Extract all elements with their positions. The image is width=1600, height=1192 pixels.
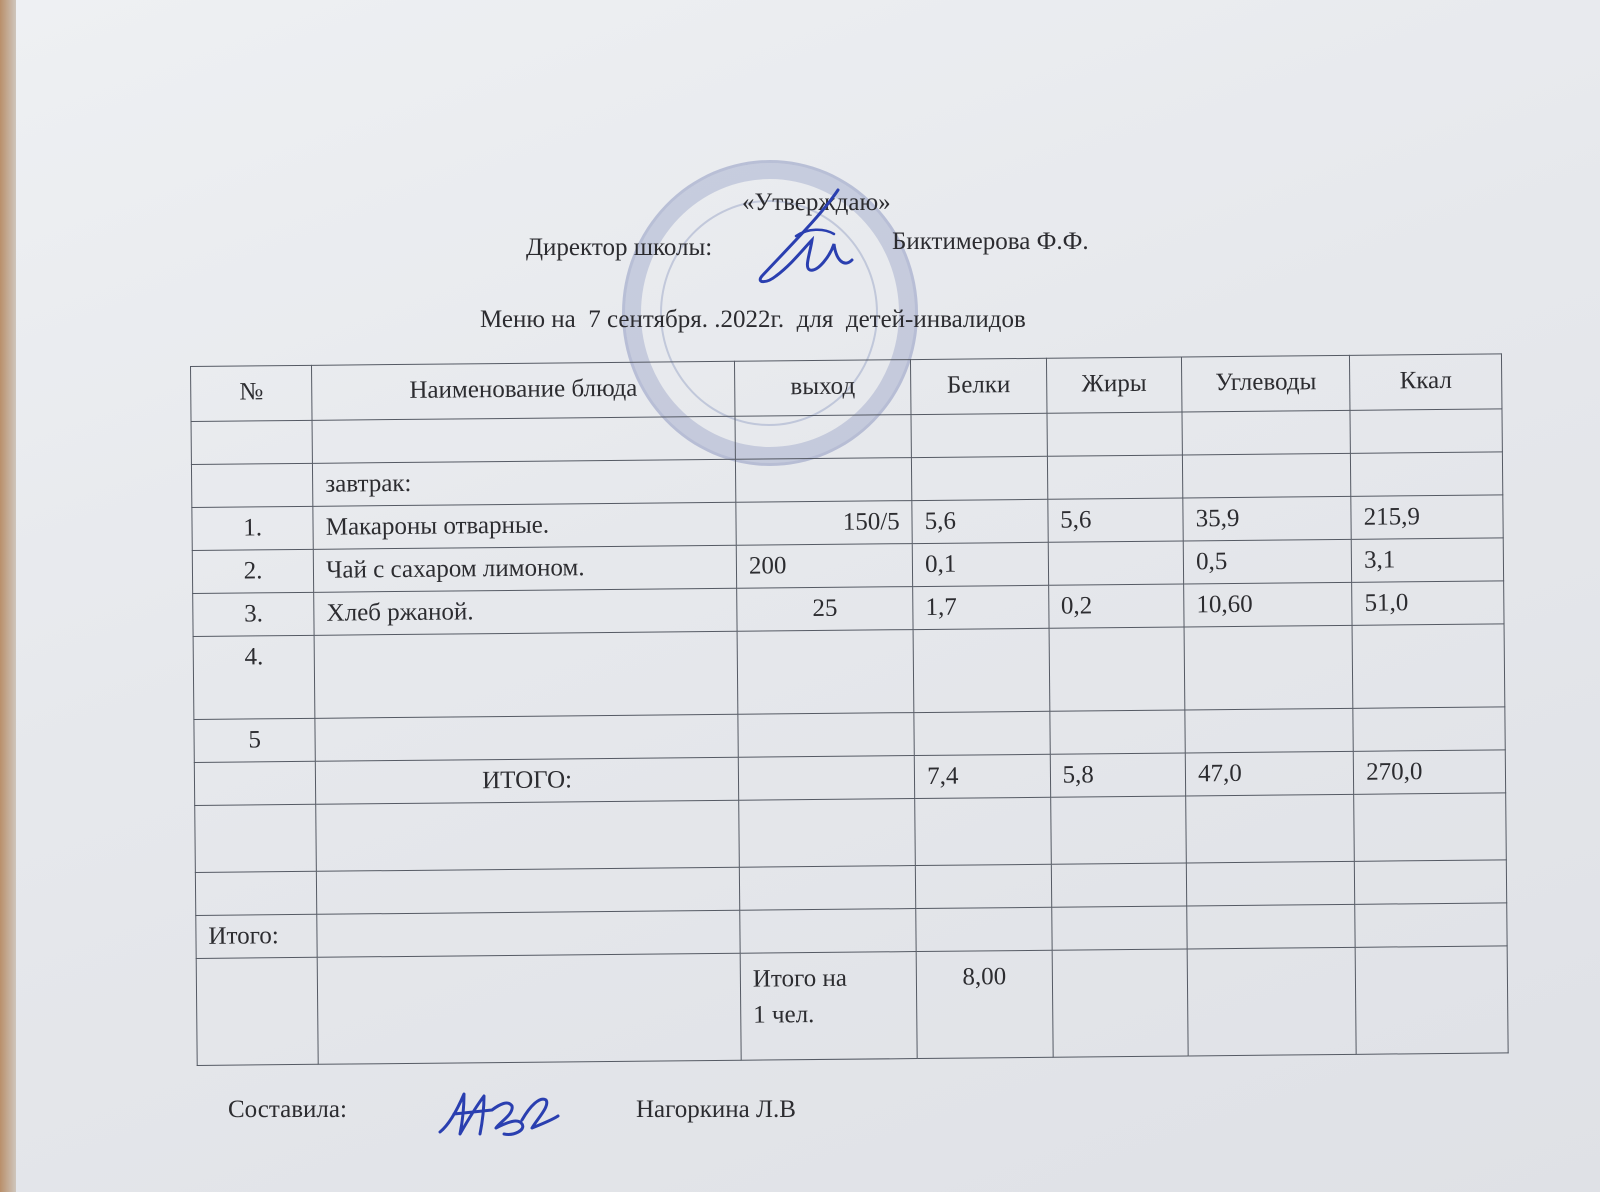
director-signature xyxy=(752,184,882,294)
dish-kcal: 51,0 xyxy=(1352,581,1504,625)
dish-output xyxy=(738,713,915,758)
dish-protein xyxy=(914,711,1050,755)
dish-kcal xyxy=(1352,624,1505,708)
table-row-per-person xyxy=(196,946,1508,1066)
menu-table xyxy=(190,353,1509,1066)
row-number: 2. xyxy=(192,549,314,593)
approve-heading: «Утверждаю» xyxy=(742,189,891,216)
total-protein: 7,4 xyxy=(914,754,1050,798)
dish-protein xyxy=(913,628,1049,712)
dish-fat: 5,6 xyxy=(1047,498,1183,542)
dish-protein: 5,6 xyxy=(912,499,1048,543)
total-fat: 5,8 xyxy=(1050,753,1186,797)
row-number: 1. xyxy=(192,506,314,550)
dish-name: Макароны отварные. xyxy=(313,502,736,549)
dish-kcal: 3,1 xyxy=(1351,538,1503,582)
menu-title: Меню на 7 сентября. .2022г. для детей-инвалидов xyxy=(480,306,1026,333)
dish-carbs: 35,9 xyxy=(1183,496,1351,541)
itogo-label: Итого: xyxy=(196,914,318,958)
total-label: ИТОГО: xyxy=(316,757,739,804)
composed-by-name: Нагоркина Л.В xyxy=(636,1096,796,1123)
dish-carbs: 0,5 xyxy=(1183,539,1351,584)
col-header-output: выход xyxy=(734,360,911,417)
dish-name xyxy=(315,714,738,761)
dish-fat xyxy=(1049,627,1185,711)
dish-output xyxy=(737,630,914,715)
composer-signature xyxy=(434,1084,564,1144)
per-person-value: 8,00 xyxy=(916,950,1052,1058)
total-kcal: 270,0 xyxy=(1353,750,1505,794)
per-person-label: Итого на 1 чел. xyxy=(740,952,917,1061)
col-header-carbs: Углеводы xyxy=(1182,355,1351,412)
dish-carbs xyxy=(1185,708,1353,753)
col-header-protein: Белки xyxy=(911,358,1047,414)
col-header-dish: Наименование блюда xyxy=(312,361,735,420)
dish-fat xyxy=(1049,710,1185,754)
row-number: 3. xyxy=(193,592,315,636)
desk-edge xyxy=(0,0,16,1192)
dish-name: Хлеб ржаной. xyxy=(314,588,737,635)
col-header-number: № xyxy=(191,365,313,421)
row-number: 5 xyxy=(194,718,316,762)
dish-output: 200 xyxy=(736,544,913,589)
total-carbs: 47,0 xyxy=(1185,751,1353,796)
dish-kcal xyxy=(1353,707,1505,751)
director-label: Директор школы: xyxy=(526,234,713,261)
col-header-fat: Жиры xyxy=(1046,357,1182,413)
dish-output: 150/5 xyxy=(736,501,913,546)
dish-name xyxy=(314,631,738,718)
table-row xyxy=(195,793,1507,873)
row-number: 4. xyxy=(193,635,315,719)
composed-by-label: Составила: xyxy=(228,1096,347,1123)
dish-name: Чай с сахаром лимоном. xyxy=(313,545,736,592)
director-name: Биктимерова Ф.Ф. xyxy=(892,228,1089,255)
dish-protein: 0,1 xyxy=(912,542,1048,586)
dish-carbs xyxy=(1184,625,1353,710)
table-row xyxy=(193,624,1505,720)
dish-output: 25 xyxy=(737,587,914,632)
col-header-kcal: Ккал xyxy=(1350,354,1502,410)
section-label: завтрак: xyxy=(313,459,736,506)
dish-fat xyxy=(1048,541,1184,585)
dish-protein: 1,7 xyxy=(913,585,1049,629)
dish-carbs: 10,60 xyxy=(1184,582,1352,627)
dish-fat: 0,2 xyxy=(1048,584,1184,628)
dish-kcal: 215,9 xyxy=(1351,495,1503,539)
